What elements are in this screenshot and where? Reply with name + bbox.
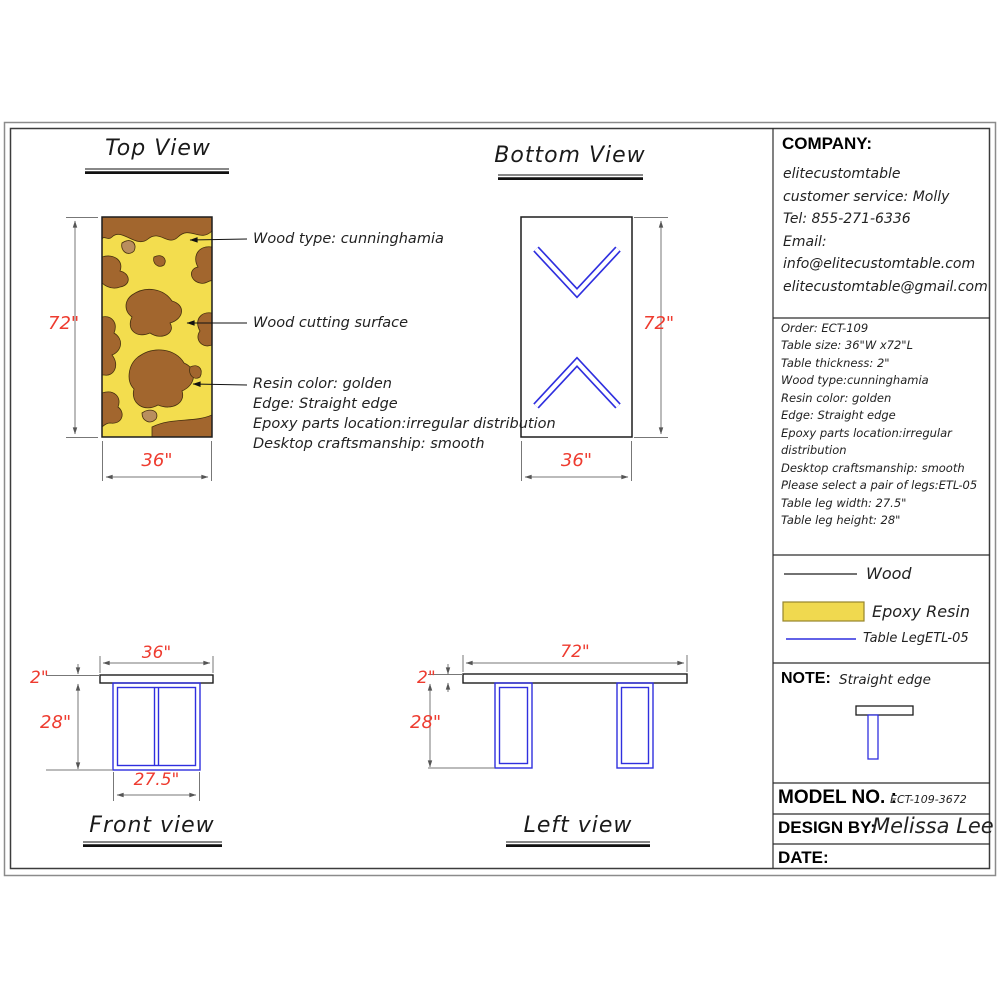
- legend-epoxy-label: Epoxy Resin: [872, 602, 970, 621]
- email-address-2: elitecustomtable@gmail.com: [783, 279, 988, 295]
- order-leg-height: Table leg height: 28": [781, 513, 901, 527]
- bottom-view-height-dim: 72": [643, 313, 675, 334]
- order-leg-width: Table leg width: 27.5": [781, 496, 907, 510]
- legend-table-leg-label: Table LegETL-05: [863, 631, 969, 646]
- company-name: elitecustomtable: [783, 166, 901, 182]
- date-label: DATE:: [778, 848, 829, 867]
- top-view-height-dim: 72": [48, 313, 80, 334]
- order-wood-type: Wood type:cunninghamia: [781, 373, 929, 387]
- top-view-drawing: [66, 217, 247, 481]
- front-view-thickness-dim: 2": [30, 668, 49, 688]
- order-resin-color: Resin color: golden: [781, 391, 892, 405]
- order-table-thickness: Table thickness: 2": [781, 356, 890, 370]
- left-view-leg-height-dim: 28": [410, 712, 442, 733]
- design-by-label: DESIGN BY:: [778, 818, 876, 837]
- annotation-resin-color: Resin color: golden: [253, 376, 392, 392]
- top-view-title: Top View: [105, 136, 211, 161]
- front-view-leg-height-dim: 28": [40, 712, 72, 733]
- phone-line: Tel: 855-271-6336: [783, 211, 911, 227]
- note-label: NOTE:: [781, 670, 831, 687]
- email-label: Email:: [783, 234, 827, 250]
- order-edge: Edge: Straight edge: [781, 408, 896, 422]
- annotation-craftsmanship: Desktop craftsmanship: smooth: [253, 436, 485, 452]
- epoxy-wood-pattern: [102, 217, 212, 437]
- company-label: COMPANY:: [782, 134, 873, 153]
- front-view-width-dim: 36": [141, 643, 172, 663]
- annotation-wood-cutting-surface: Wood cutting surface: [253, 315, 409, 331]
- annotation-edge: Edge: Straight edge: [253, 396, 398, 412]
- left-view-thickness-dim: 2": [417, 668, 436, 688]
- model-no-value: ECT-109-3672: [890, 793, 967, 806]
- left-view-title: Left view: [523, 813, 633, 838]
- order-legs-selection: Please select a pair of legs:ETL-05: [781, 478, 978, 492]
- front-view-leg-width-dim: 27.5": [133, 770, 180, 790]
- left-view-drawing: [428, 655, 687, 768]
- left-view-legs: [495, 683, 653, 768]
- order-craftsmanship: Desktop craftsmanship: smooth: [781, 461, 965, 475]
- epoxy-resin-swatch: [783, 602, 864, 621]
- model-no-label: MODEL NO. :: [778, 787, 897, 808]
- legend-wood-label: Wood: [866, 564, 912, 583]
- order-epoxy-location: Epoxy parts location:irregular: [781, 426, 952, 440]
- order-epoxy-location-cont: distribution: [781, 443, 847, 457]
- bottom-view-drawing: [521, 217, 668, 481]
- top-view-width-dim: 36": [141, 450, 173, 471]
- front-view-title: Front view: [89, 813, 215, 838]
- design-by-value: Melissa Lee: [872, 814, 994, 838]
- order-table-size: Table size: 36"W x72"L: [781, 338, 914, 352]
- annotation-epoxy-location: Epoxy parts location:irregular distribution: [253, 416, 556, 432]
- note-value: Straight edge: [839, 672, 931, 688]
- note-edge-diagram: [856, 706, 913, 759]
- legend-symbols: [783, 574, 864, 639]
- order-number: Order: ECT-109: [781, 321, 869, 335]
- left-view-width-dim: 72": [560, 642, 590, 662]
- bottom-view-title: Bottom View: [494, 143, 646, 168]
- front-legs: [113, 683, 200, 770]
- email-address-1: info@elitecustomtable.com: [783, 256, 976, 272]
- customer-service-line: customer service: Molly: [783, 189, 950, 205]
- annotation-wood-type: Wood type: cunninghamia: [253, 231, 444, 247]
- bottom-view-width-dim: 36": [560, 450, 593, 471]
